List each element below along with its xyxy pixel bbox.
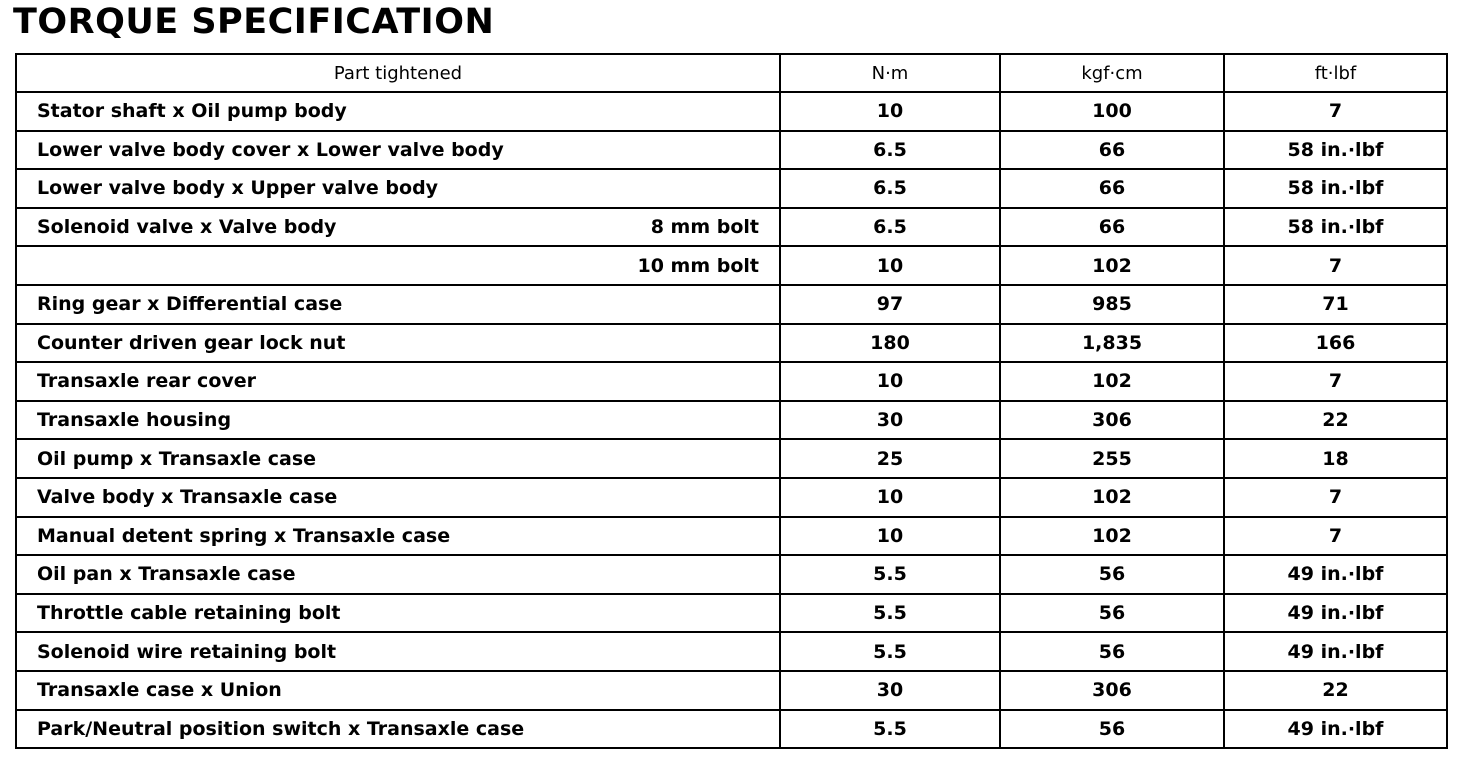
- part-name: Park/Neutral position switch x Transaxle case: [37, 717, 525, 740]
- kgf-cm-value: 66: [1000, 169, 1224, 208]
- part-name: Counter driven gear lock nut: [37, 331, 346, 354]
- table-row: [16, 131, 1447, 170]
- part-cell: [16, 169, 780, 208]
- kgf-cm-value: 102: [1000, 478, 1224, 517]
- torque-spec-table: [15, 53, 1448, 749]
- nm-value: 10: [780, 246, 1000, 285]
- ft-lbf-value: 49 in.·lbf: [1224, 555, 1447, 594]
- ft-lbf-value: 58 in.·lbf: [1224, 169, 1447, 208]
- part-name: Valve body x Transaxle case: [37, 486, 338, 509]
- table-row: [16, 169, 1447, 208]
- ft-lbf-value: 7: [1224, 246, 1447, 285]
- ft-lbf-value: 7: [1224, 362, 1447, 401]
- ft-lbf-value: 166: [1224, 324, 1447, 363]
- nm-value: 6.5: [780, 131, 1000, 170]
- part-name: Stator shaft x Oil pump body: [37, 100, 347, 123]
- kgf-cm-value: 56: [1000, 594, 1224, 633]
- kgf-cm-value: 306: [1000, 401, 1224, 440]
- kgf-cm-value: 1,835: [1000, 324, 1224, 363]
- part-cell: [16, 92, 780, 131]
- part-cell: [16, 517, 780, 556]
- nm-value: 5.5: [780, 710, 1000, 749]
- nm-value: 6.5: [780, 169, 1000, 208]
- table-row: [16, 285, 1447, 324]
- nm-value: 97: [780, 285, 1000, 324]
- part-name: Throttle cable retaining bolt: [37, 602, 341, 625]
- nm-value: 5.5: [780, 632, 1000, 671]
- table-row: [16, 517, 1447, 556]
- table-row: [16, 632, 1447, 671]
- table-row: [16, 92, 1447, 131]
- nm-value: 10: [780, 92, 1000, 131]
- kgf-cm-value: 102: [1000, 246, 1224, 285]
- part-name: Oil pump x Transaxle case: [37, 447, 317, 470]
- part-cell: [16, 208, 780, 247]
- nm-value: 30: [780, 401, 1000, 440]
- nm-value: 5.5: [780, 594, 1000, 633]
- kgf-cm-value: 56: [1000, 632, 1224, 671]
- ft-lbf-value: 22: [1224, 401, 1447, 440]
- header-part-tightened: Part tightened: [16, 54, 780, 92]
- kgf-cm-value: 255: [1000, 439, 1224, 478]
- table-row: [16, 594, 1447, 633]
- kgf-cm-value: 102: [1000, 517, 1224, 556]
- kgf-cm-value: 102: [1000, 362, 1224, 401]
- part-cell: [16, 555, 780, 594]
- table-row: [16, 439, 1447, 478]
- table-row: [16, 555, 1447, 594]
- header-kgf-cm: kgf·cm: [1000, 54, 1224, 92]
- ft-lbf-value: 58 in.·lbf: [1224, 208, 1447, 247]
- nm-value: 25: [780, 439, 1000, 478]
- nm-value: 10: [780, 517, 1000, 556]
- part-cell: [16, 710, 780, 749]
- page-title: TORQUE SPECIFICATION: [13, 2, 495, 42]
- ft-lbf-value: 7: [1224, 517, 1447, 556]
- kgf-cm-value: 985: [1000, 285, 1224, 324]
- part-name: Transaxle rear cover: [37, 370, 257, 393]
- table-header-row: [16, 54, 1447, 92]
- table-row: [16, 246, 1447, 285]
- table-row: [16, 478, 1447, 517]
- nm-value: 10: [780, 478, 1000, 517]
- ft-lbf-value: 49 in.·lbf: [1224, 594, 1447, 633]
- part-cell: [16, 594, 780, 633]
- table-row: [16, 671, 1447, 710]
- kgf-cm-value: 66: [1000, 208, 1224, 247]
- table-row: [16, 324, 1447, 363]
- table-row: [16, 710, 1447, 749]
- part-name: Transaxle housing: [37, 409, 232, 432]
- nm-value: 30: [780, 671, 1000, 710]
- bolt-size-note: 10 mm bolt: [637, 254, 759, 277]
- part-cell: [16, 246, 780, 285]
- part-cell: [16, 632, 780, 671]
- table-row: [16, 208, 1447, 247]
- kgf-cm-value: 306: [1000, 671, 1224, 710]
- ft-lbf-value: 49 in.·lbf: [1224, 632, 1447, 671]
- part-cell: [16, 362, 780, 401]
- part-cell: [16, 671, 780, 710]
- nm-value: 180: [780, 324, 1000, 363]
- header-ft-lbf: ft·lbf: [1224, 54, 1447, 92]
- part-name: Solenoid valve x Valve body: [37, 216, 337, 239]
- part-name: Lower valve body cover x Lower valve body: [37, 138, 504, 161]
- nm-value: 6.5: [780, 208, 1000, 247]
- nm-value: 10: [780, 362, 1000, 401]
- part-cell: [16, 439, 780, 478]
- table-row: [16, 401, 1447, 440]
- part-name: Ring gear x Differential case: [37, 293, 343, 316]
- ft-lbf-value: 58 in.·lbf: [1224, 131, 1447, 170]
- part-cell: [16, 401, 780, 440]
- kgf-cm-value: 56: [1000, 555, 1224, 594]
- ft-lbf-value: 7: [1224, 92, 1447, 131]
- part-name: Lower valve body x Upper valve body: [37, 177, 439, 200]
- header-nm: N·m: [780, 54, 1000, 92]
- part-cell: [16, 324, 780, 363]
- bolt-size-note: 8 mm bolt: [650, 216, 759, 239]
- ft-lbf-value: 49 in.·lbf: [1224, 710, 1447, 749]
- ft-lbf-value: 7: [1224, 478, 1447, 517]
- part-cell: [16, 478, 780, 517]
- part-cell: [16, 131, 780, 170]
- nm-value: 5.5: [780, 555, 1000, 594]
- table-row: [16, 362, 1447, 401]
- ft-lbf-value: 71: [1224, 285, 1447, 324]
- part-cell: [16, 285, 780, 324]
- kgf-cm-value: 66: [1000, 131, 1224, 170]
- part-name: Transaxle case x Union: [37, 679, 282, 702]
- kgf-cm-value: 56: [1000, 710, 1224, 749]
- kgf-cm-value: 100: [1000, 92, 1224, 131]
- part-name: Solenoid wire retaining bolt: [37, 640, 337, 663]
- part-name: Manual detent spring x Transaxle case: [37, 524, 451, 547]
- part-name: Oil pan x Transaxle case: [37, 563, 296, 586]
- ft-lbf-value: 22: [1224, 671, 1447, 710]
- ft-lbf-value: 18: [1224, 439, 1447, 478]
